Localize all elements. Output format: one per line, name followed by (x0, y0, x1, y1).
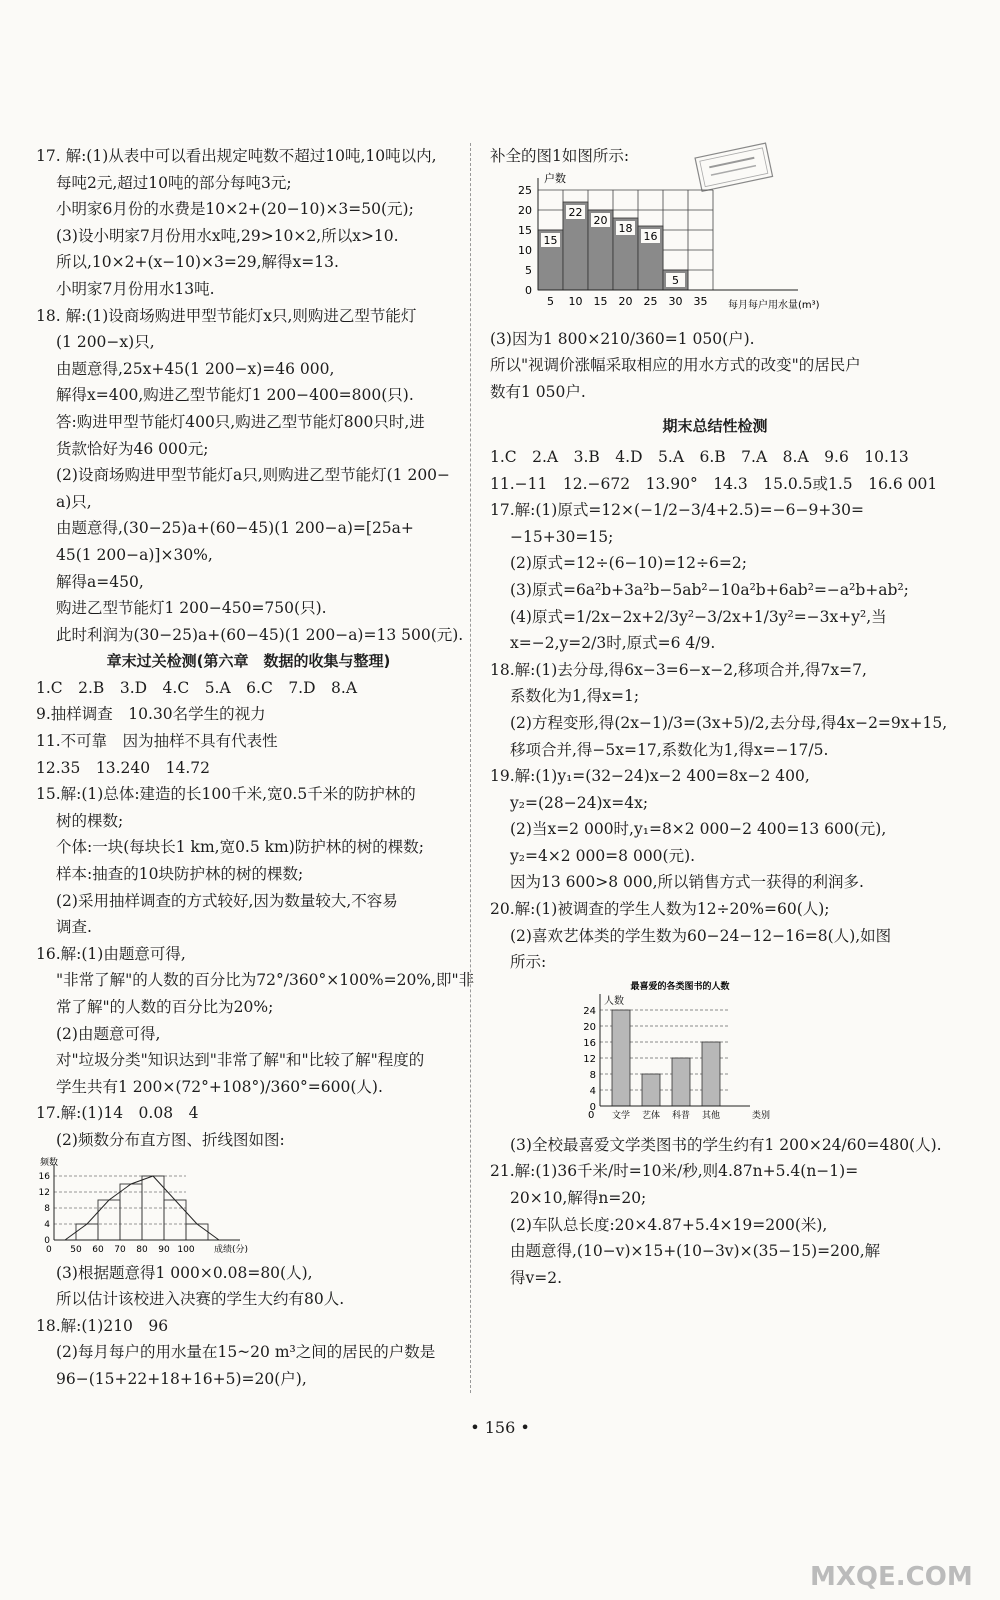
text-line: 所以"视调价涨幅采取相应的用水方式的改变"的居民户 (490, 356, 861, 375)
text-line: (3)全校最喜爱文学类图书的学生约有1 200×24/60=480(人). (510, 1135, 942, 1154)
y-axis-label: 人数 (604, 995, 624, 1007)
x-tick-label: 35 (693, 294, 708, 308)
x-axis-label: 每月每户用水量(m³) (728, 299, 820, 311)
text-line: 系数化为1,得x=1; (510, 687, 640, 706)
origin-label: 0 (46, 1244, 52, 1255)
text-line: 96−(15+22+18+16+5)=20(户), (56, 1369, 307, 1388)
value-label: 20 (593, 213, 608, 227)
text-line: 得v=2. (510, 1268, 563, 1287)
y-tick-label: 16 (583, 1037, 596, 1049)
text-line: 解得a=450, (56, 572, 144, 591)
y-tick-label: 24 (583, 1005, 596, 1017)
x-axis-label: 成绩(分) (214, 1244, 249, 1255)
text-line: (2)喜欢艺体类的学生数为60−24−12−16=8(人),如图 (510, 926, 892, 945)
value-label: 22 (568, 205, 583, 219)
left-column (36, 143, 475, 1393)
text-line: (2)频数分布直方图、折线图如图: (56, 1130, 285, 1149)
bar (642, 1074, 660, 1106)
text-line: 11.不可靠 因为抽样不具有代表性 (36, 732, 278, 751)
text-line: 1.C 2.B 3.D 4.C 5.A 6.C 7.D 8.A (36, 678, 358, 697)
text-line: (2)设商场购进甲型节能灯a只,则购进乙型节能灯(1 200− (56, 466, 451, 485)
x-axis-label: 类别 (752, 1110, 771, 1121)
text-line: y₂=4×2 000=8 000(元). (510, 846, 696, 865)
text-line: (4)原式=1/2x−2x+2/3y²−3/2x+1/3y²=−3x+y²,当 (510, 607, 887, 626)
text-line: 17.解:(1)原式=12×(−1/2−3/4+2.5)=−6−9+30= (490, 501, 865, 520)
text-line: (3)因为1 800×210/360=1 050(户). (490, 329, 755, 348)
y-tick-label: 5 (525, 263, 532, 277)
text-line: 解得x=400,购进乙型节能灯1 200−400=800(只). (56, 386, 414, 405)
text-line: 学生共有1 200×(72°+108°)/360°=600(人). (56, 1077, 383, 1096)
text-line: 补全的图1如图所示: (490, 147, 630, 165)
text-line: (2)每月每户的用水量在15~20 m³之间的居民的户数是 (56, 1343, 436, 1362)
right-column (490, 143, 948, 1291)
text-line: 数有1 050户. (490, 382, 586, 401)
x-tick-label: 70 (114, 1244, 126, 1255)
text-line: 样本:抽查的10块防护林的树的棵数; (56, 865, 304, 884)
bar (702, 1042, 720, 1106)
text-line: 15.解:(1)总体:建造的长100千米,宽0.5千米的防护林的 (36, 785, 416, 804)
bar (98, 1200, 120, 1240)
text-line: (2)当x=2 000时,y₁=8×2 000−2 400=13 600(元), (510, 820, 887, 839)
y-tick-label: 10 (518, 243, 532, 257)
watermark-logo (810, 1525, 990, 1595)
column-divider (470, 143, 471, 1393)
text-line: 由题意得,(10−v)×15+(10−3v)×(35−15)=200,解 (510, 1242, 881, 1261)
bar (672, 1058, 690, 1106)
y-tick-label: 16 (38, 1171, 50, 1182)
x-tick-label: 其他 (701, 1110, 721, 1121)
section-heading: 期末总结性检测 (662, 417, 768, 436)
value-label: 15 (543, 233, 558, 247)
y-tick-label: 12 (38, 1187, 50, 1198)
y-axis-label: 频数 (40, 1157, 59, 1168)
text-line: (2)原式=12÷(6−10)=12÷6=2; (510, 554, 747, 573)
value-label: 16 (643, 229, 658, 243)
text-line: y₂=(28−24)x=4x; (510, 793, 649, 812)
text-line: a)只, (56, 492, 92, 511)
y-tick-label: 25 (518, 183, 532, 197)
x-tick-label: 50 (70, 1244, 82, 1255)
y-tick-label: 0 (525, 283, 532, 297)
text-line: 45(1 200−a)]×30%, (56, 545, 213, 564)
x-tick-label: 10 (568, 294, 583, 308)
x-tick-label: 5 (547, 294, 554, 308)
text-line: x=−2,y=2/3时,原式=6 4/9. (510, 634, 716, 653)
y-tick-label: 12 (583, 1053, 596, 1065)
text-line: 17. 解:(1)从表中可以看出规定吨数不超过10吨,10吨以内, (36, 147, 437, 165)
y-tick-label: 4 (44, 1219, 50, 1230)
text-line: 12.35 13.240 14.72 (36, 758, 210, 777)
value-label: 18 (618, 221, 633, 235)
text-line: 由题意得,(30−25)a+(60−45)(1 200−a)=[25a+ (56, 519, 414, 538)
x-tick-label: 30 (668, 294, 683, 308)
bar (76, 1224, 98, 1240)
y-tick-label: 4 (589, 1085, 596, 1097)
y-tick-label: 0 (589, 1101, 596, 1113)
bar (612, 1010, 630, 1106)
text-line: 17.解:(1)14 0.08 4 (36, 1104, 199, 1123)
text-line: 18.解:(1)去分母,得6x−3=6−x−2,移项合并,得7x=7, (490, 660, 867, 679)
text-line: 21.解:(1)36千米/时=10米/秒,则4.87n+5.4(n−1)= (490, 1162, 859, 1181)
text-line: (2)采用抽样调查的方式较好,因为数量较大,不容易 (56, 891, 398, 910)
text-line: 所示: (510, 953, 547, 972)
text-line: (3)设小明家7月份用水x吨,29>10×2,所以x>10. (56, 226, 399, 245)
text-line: 20.解:(1)被调查的学生人数为12÷20%=60(人); (490, 900, 830, 919)
x-tick-label: 艺体 (641, 1110, 661, 1121)
text-line: 9.抽样调查 10.30名学生的视力 (36, 705, 266, 724)
bar (186, 1224, 208, 1240)
text-line: 小明家7月份用水13吨. (56, 279, 215, 298)
text-line: (2)车队总长度:20×4.87+5.4×19=200(米), (510, 1215, 828, 1234)
page-number: • 156 • (470, 1418, 530, 1437)
book-preference-bar-chart (570, 978, 870, 1128)
y-tick-label: 8 (589, 1069, 596, 1081)
water-usage-bar-chart (500, 172, 860, 322)
text-line: (2)由题意可得, (56, 1024, 161, 1043)
text-line: 16.解:(1)由题意可得, (36, 944, 186, 963)
text-line: 货款恰好为46 000元; (56, 439, 209, 458)
y-axis-label: 户数 (544, 171, 566, 185)
text-line: "非常了解"的人数的百分比为72°/360°×100%=20%,即"非 (56, 971, 475, 990)
x-tick-label: 科普 (671, 1110, 691, 1121)
y-tick-label: 15 (518, 223, 532, 237)
text-line: (2)方程变形,得(2x−1)/3=(3x+5)/2,去分母,得4x−2=9x+15, (510, 713, 948, 732)
text-line: 个体:一块(每块长1 km,宽0.5 km)防护林的树的棵数; (56, 838, 425, 857)
text-line: 18. 解:(1)设商场购进甲型节能灯x只,则购进乙型节能灯 (36, 306, 417, 325)
text-line: 对"垃圾分类"知识达到"非常了解"和"比较了解"程度的 (56, 1051, 425, 1070)
text-line: 所以估计该校进入决赛的学生大约有80人. (56, 1290, 345, 1309)
text-line: (3)根据题意得1 000×0.08=80(人), (56, 1263, 313, 1282)
section-heading: 章末过关检测(第六章 数据的收集与整理) (106, 652, 391, 671)
text-line: 购进乙型节能灯1 200−450=750(只). (56, 599, 327, 618)
chart-title: 最喜爱的各类图书的人数 (630, 981, 730, 992)
x-tick-label: 60 (92, 1244, 104, 1255)
text-line: 由题意得,25x+45(1 200−x)=46 000, (56, 359, 335, 378)
text-line: 小明家6月份的水费是10×2+(20−10)×3=50(元); (56, 200, 414, 219)
text-line: 所以,10×2+(x−10)×3=29,解得x=13. (56, 253, 339, 272)
text-line: 常了解"的人数的百分比为20%; (56, 998, 274, 1016)
x-tick-label: 80 (136, 1244, 148, 1255)
y-tick-label: 8 (44, 1203, 50, 1214)
x-tick-label: 文学 (611, 1110, 631, 1121)
text-line: 20×10,解得n=20; (510, 1189, 647, 1208)
text-line: 每吨2元,超过10吨的部分每吨3元; (56, 173, 292, 192)
watermark-text: MXQE.COM (810, 1562, 973, 1592)
bar (164, 1200, 186, 1240)
text-line: 移项合并,得−5x=17,系数化为1,得x=−17/5. (510, 740, 829, 759)
y-tick-label: 20 (518, 203, 532, 217)
text-line: 因为13 600>8 000,所以销售方式一获得的利润多. (510, 873, 864, 892)
x-tick-label: 20 (618, 294, 633, 308)
text-line: 答:购进甲型节能灯400只,购进乙型节能灯800只时,进 (56, 412, 425, 431)
bar (120, 1184, 142, 1240)
text-line: 19.解:(1)y₁=(32−24)x−2 400=8x−2 400, (490, 767, 810, 786)
text-line: 11.−11 12.−672 13.90° 14.3 15.0.5或1.5 16.6 001 (490, 474, 938, 493)
text-line: (1 200−x)只, (56, 333, 155, 352)
x-tick-label: 100 (177, 1244, 195, 1255)
text-line: 树的棵数; (56, 811, 124, 830)
text-line: 1.C 2.A 3.B 4.D 5.A 6.B 7.A 8.A 9.6 10.13 (490, 447, 909, 466)
text-line: 18.解:(1)210 96 (36, 1316, 169, 1335)
frequency-histogram-chart (36, 1156, 256, 1256)
y-tick-label: 20 (583, 1021, 596, 1033)
text-line: 调查. (56, 918, 92, 937)
x-tick-label: 90 (158, 1244, 170, 1255)
value-label: 5 (672, 273, 679, 287)
text-line: 此时利润为(30−25)a+(60−45)(1 200−a)=13 500(元). (56, 625, 464, 644)
origin-label: 0 (588, 1109, 595, 1121)
text-line: −15+30=15; (510, 527, 614, 546)
x-tick-label: 25 (643, 294, 658, 308)
x-tick-label: 15 (593, 294, 608, 308)
text-line: (3)原式=6a²b+3a²b−5ab²−10a²b+6ab²=−a²b+ab²; (510, 580, 909, 599)
y-tick-label: 0 (44, 1235, 50, 1246)
